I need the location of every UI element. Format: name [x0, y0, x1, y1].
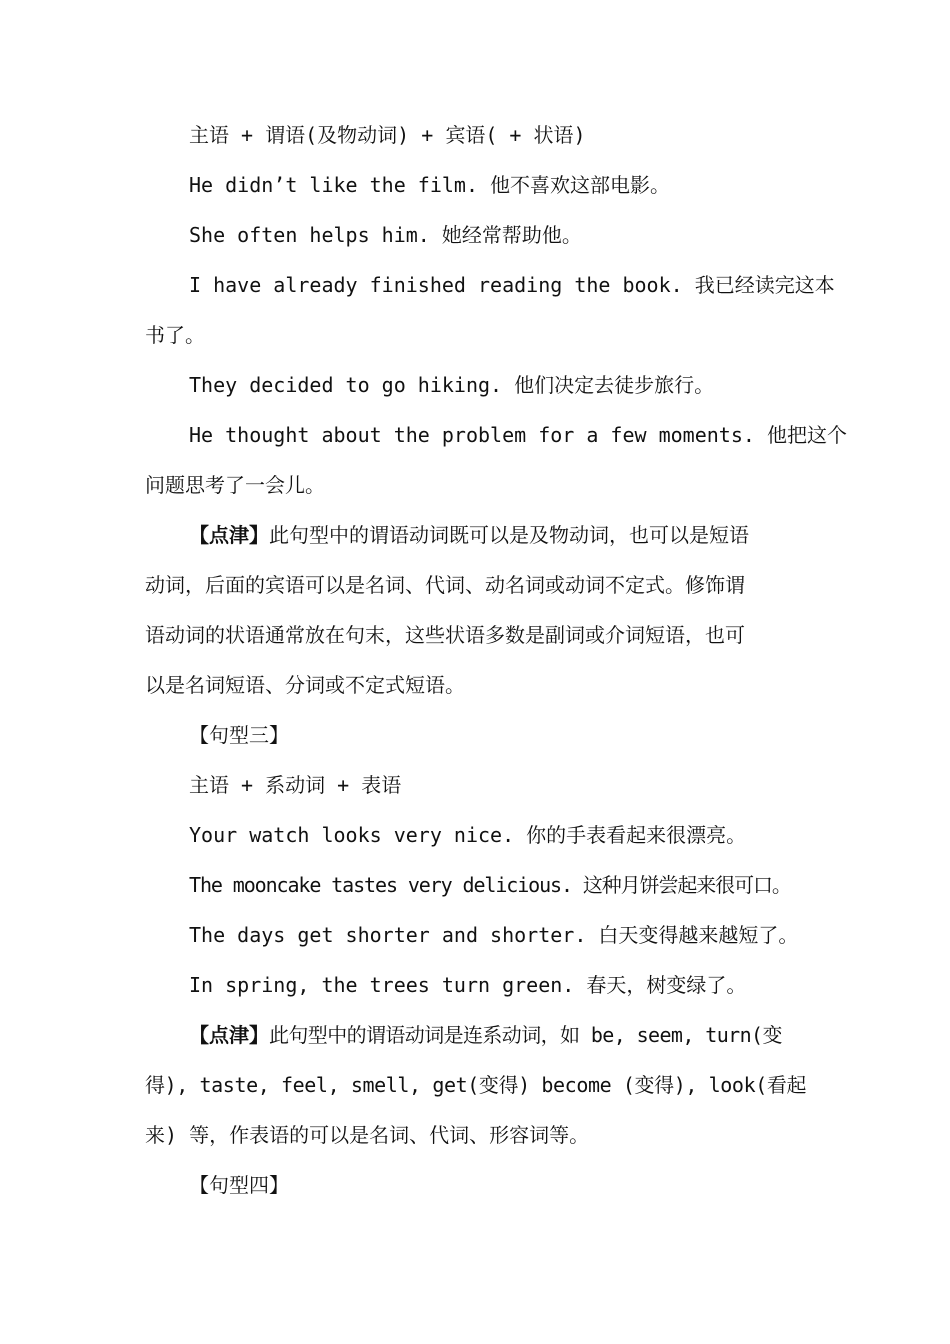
note-text-line: 来) 等，作表语的可以是名词、代词、形容词等。: [145, 1123, 590, 1147]
example-sentence-continued: 书了。: [145, 323, 205, 347]
example-sentence: I have already finished reading the book. 我已经读完这本: [189, 273, 835, 297]
section-heading-4: 【句型四】: [189, 1173, 289, 1197]
note-text-line: 以是名词短语、分词或不定式短语。: [145, 673, 465, 697]
note-label: 【点津】: [189, 1023, 269, 1047]
sentence-pattern-2: 主语 + 谓语(及物动词) + 宾语( + 状语): [189, 123, 586, 147]
example-sentence: The days get shorter and shorter. 白天变得越来越短了。: [189, 923, 799, 947]
example-sentence: The mooncake tastes very delicious. 这种月饼尝起来很可口。: [189, 873, 791, 897]
example-sentence-continued: 问题思考了一会儿。: [145, 473, 325, 497]
note-text-line: 语动词的状语通常放在句末，这些状语多数是副词或介词短语，也可: [145, 623, 745, 647]
note-text: 此句型中的谓语动词是连系动词，如 be, seem, turn(变: [269, 1023, 782, 1047]
note-text-line: 动词，后面的宾语可以是名词、代词、动名词或动词不定式。修饰谓: [145, 573, 745, 597]
note-text: 此句型中的谓语动词既可以是及物动词，也可以是短语: [269, 523, 749, 547]
example-sentence: He didn’t like the film. 他不喜欢这部电影。: [189, 173, 671, 197]
example-sentence: He thought about the problem for a few moments. 他把这个: [189, 423, 847, 447]
example-sentence: They decided to go hiking. 他们决定去徒步旅行。: [189, 373, 715, 397]
note-text-line: 得), taste, feel, smell, get(变得) become (变得), look(看起: [145, 1073, 807, 1097]
example-sentence: In spring, the trees turn green. 春天，树变绿了。: [189, 973, 747, 997]
sentence-pattern-3: 主语 + 系动词 + 表语: [189, 773, 402, 797]
section-heading-3: 【句型三】: [189, 723, 289, 747]
document-body: [145, 110, 847, 1210]
example-sentence: She often helps him. 她经常帮助他。: [189, 223, 582, 247]
note-paragraph-2: [145, 510, 810, 560]
note-paragraph-3: [145, 1010, 810, 1060]
note-label: 【点津】: [189, 523, 269, 547]
example-sentence: Your watch looks very nice. 你的手表看起来很漂亮。: [189, 823, 747, 847]
